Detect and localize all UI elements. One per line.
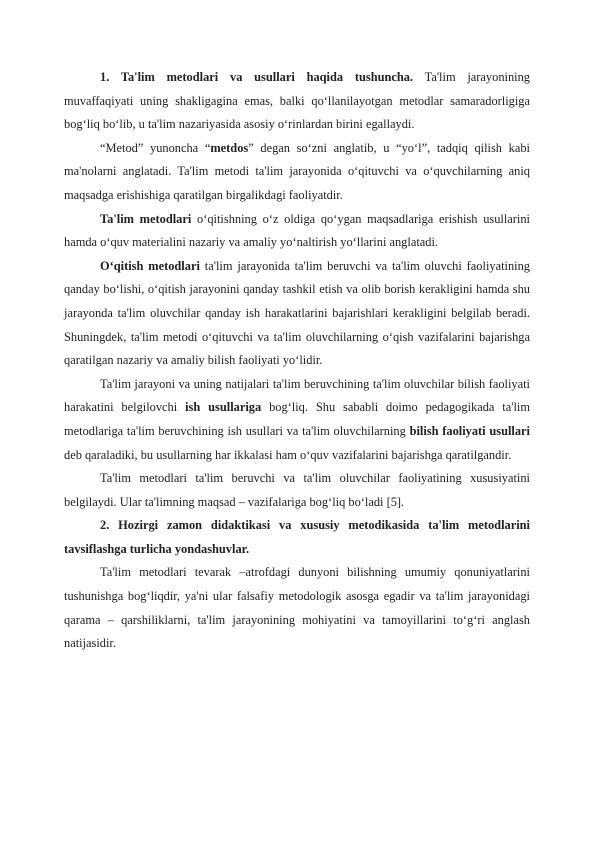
term-oqitish-metodlari: O‘qitish metodlari — [100, 258, 200, 273]
term-ish-usullariga: ish usullariga — [185, 400, 262, 415]
section-heading-2: 2. Hozirgi zamon didaktikasi va xususiy metodikasida ta'lim metodlarini tavsiflashga turlicha yondashuvlar. — [64, 518, 530, 556]
paragraph-7 — [64, 514, 530, 561]
term-metdos: metdos — [210, 140, 249, 155]
paragraph-1-text: Ta'lim jarayonining muvaffaqiyati uning shakligagina emas, balki qo‘llanilayotgan metodlar samaradorligiga bog‘liq bo‘lib, u ta'lim nazariyasida asosiy o‘rinlardan birini egallaydi. — [64, 70, 530, 132]
paragraph-6-text: Ta'lim metodlari ta'lim beruvchi va ta'lim oluvchilar faoliyatining xususiyatini belgilaydi. Ular ta'limning maqsad – vazifalariga bog‘liq bo‘ladi [5]. — [64, 471, 530, 509]
paragraph-5-pre: Ta'lim jarayoni va uning natijalari ta'lim beruvchining ta'lim oluvchilar bilish faoliyati harakatini belgilovchi — [64, 376, 530, 415]
paragraph-5 — [64, 373, 530, 467]
term-bilish-faoliyati-usullari: bilish faoliyati usullari — [409, 423, 530, 438]
paragraph-4 — [64, 255, 530, 373]
term-talim-metodlari: Ta'lim metodlari — [100, 211, 192, 226]
paragraph-2-pre: “Metod” yunoncha “ — [100, 140, 211, 155]
paragraph-1 — [64, 66, 530, 137]
paragraph-3-text: o‘qitishning o‘z oldiga qo‘ygan maqsadlariga erishish usullarini hamda o‘quv materialini nazariy va amaliy yo‘naltirish yo‘llarini anglatadi. — [64, 211, 531, 250]
paragraph-6 — [64, 467, 530, 514]
paragraph-5-mid: bog‘liq. Shu sababli doimo pedagogikada ta'lim metodlariga ta'lim beruvchining ish usullari va ta'lim oluvchilarning — [64, 400, 531, 438]
section-heading-1: 1. Ta'lim metodlari va usullari haqida tushuncha. — [100, 70, 414, 84]
paragraph-3 — [64, 208, 530, 255]
paragraph-8-text: Ta'lim metodlari tevarak –atrofdagi dunyoni bilishning umumiy qonuniyatlarini tushunishga bog‘liqdir, ya'ni ular falsafiy metodologik asosga egadir va ta'lim jarayonidagi qarama – qarshiliklarni, ta'lim jarayonining mohiyatini va tamoyillarini to‘g‘ri anglash natijasidir. — [64, 565, 530, 651]
paragraph-8 — [64, 561, 530, 655]
paragraph-5-text: deb qaraladiki, bu usullarning har ikkalasi ham o‘quv vazifalarini bajarishga qaratilgandir. — [64, 447, 512, 462]
paragraph-2 — [64, 137, 530, 208]
paragraph-4-text: ta'lim jarayonida ta'lim beruvchi va ta'lim oluvchi faoliyatining qanday bo‘lishi, o‘qitish jarayonini qanday tashkil etish va olib borish kerakligini hamda shu jarayonda ta'lim oluvchilar qanday ish harakatlarini bajarishlari kerakligini belgilab beradi. Shuningdek, ta'lim metodi o‘qituvchi va ta'lim oluvchilarning o‘qish vazifalarini bajarishga qaratilgan nazariy va amaliy bilish faoliyati yo‘lidir. — [64, 258, 530, 368]
paragraph-2-text: ” degan so‘zni anglatib, u “yo‘l”, tadqiq qilish kabi ma'nolarni anglatadi. Ta'lim metodi ta'lim jarayonida o‘qituvchi va o‘quvchilarning aniq maqsadga erishishiga qaratilgan birgalikdagi faoliyatdir. — [64, 140, 530, 202]
document-body — [64, 66, 530, 656]
